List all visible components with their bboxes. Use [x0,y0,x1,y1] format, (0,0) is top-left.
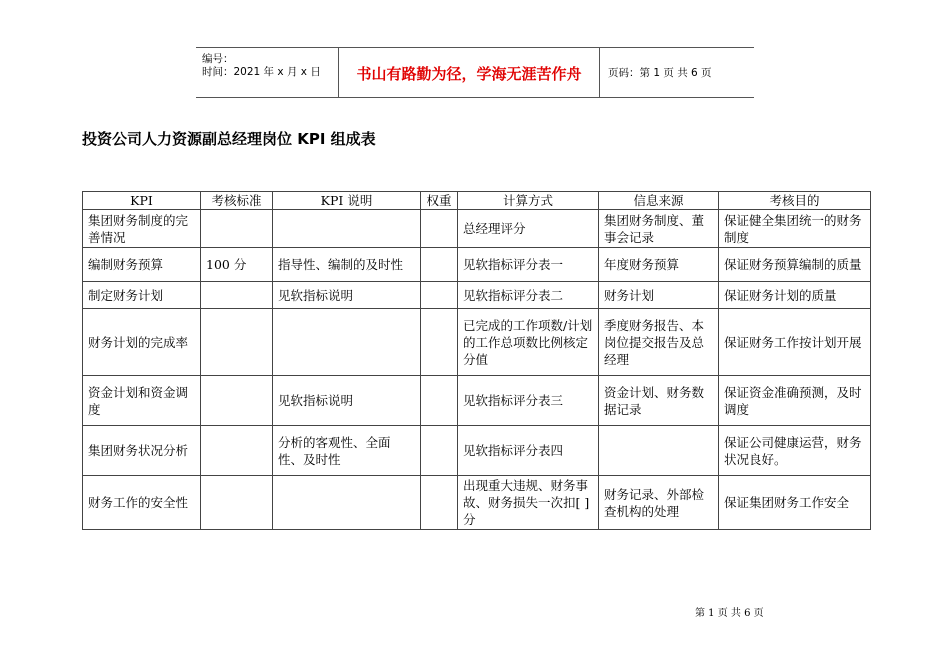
number-label: 编号： [202,53,234,65]
table-cell: 资金计划、财务数据记录 [599,376,719,426]
table-cell: 季度财务报告、本岗位提交报告及总经理 [599,309,719,376]
table-cell: 资金计划和资金调度 [83,376,201,426]
table-cell [421,476,458,530]
table-cell: 保证集团财务工作安全 [719,476,871,530]
table-row [83,476,871,530]
table-cell: 制定财务计划 [83,282,201,309]
table-cell: 集团财务制度的完善情况 [83,210,201,248]
table-cell [201,309,273,376]
table-cell: 见软指标评分表二 [458,282,599,309]
table-cell: 分析的客观性、全面性、及时性 [273,426,421,476]
table-cell: 编制财务预算 [83,248,201,282]
table-cell [421,426,458,476]
table-cell: 见软指标评分表一 [458,248,599,282]
table-cell: 保证财务预算编制的质量 [719,248,871,282]
table-row [83,376,871,426]
table-cell [599,426,719,476]
table-cell: 财务工作的安全性 [83,476,201,530]
column-header: 考核标准 [201,192,273,210]
table-cell: 财务计划 [599,282,719,309]
table-cell [421,248,458,282]
header-left-cell [196,48,338,97]
table-cell [273,476,421,530]
table-cell: 出现重大违规、财务事故、财务损失一次扣[ ]分 [458,476,599,530]
table-row [83,210,871,248]
table-cell: 保证公司健康运营，财务状况良好。 [719,426,871,476]
time-label: 时间：2021 年 x 月 x 日 [202,66,321,78]
table-cell: 年度财务预算 [599,248,719,282]
table-cell: 100 分 [201,248,273,282]
table-cell [201,476,273,530]
table-row [83,282,871,309]
page-label: 页码：第 1 页 共 6 页 [608,67,712,79]
table-cell: 保证资金准确预测，及时调度 [719,376,871,426]
table-cell: 保证财务工作按计划开展 [719,309,871,376]
table-row [83,426,871,476]
table-cell: 财务记录、外部检查机构的处理 [599,476,719,530]
column-header: 计算方式 [458,192,599,210]
table-cell [201,376,273,426]
motto-text: 书山有路勤为径，学海无涯苦作舟 [356,65,582,83]
table-cell: 财务计划的完成率 [83,309,201,376]
table-row [83,309,871,376]
table-cell: 总经理评分 [458,210,599,248]
table-cell [421,282,458,309]
table-cell: 见软指标说明 [273,376,421,426]
table-cell [421,376,458,426]
column-header: KPI [83,192,201,210]
table-body [83,210,871,530]
header-page-cell [600,48,754,97]
header-motto-cell [338,48,600,97]
page-footer: 第 1 页 共 6 页 [695,608,764,619]
column-header: 信息来源 [599,192,719,210]
table-cell: 已完成的工作项数/计划的工作总项数比例核定分值 [458,309,599,376]
table-cell [273,210,421,248]
table-cell [201,210,273,248]
column-header: 权重 [421,192,458,210]
document-header [196,47,754,98]
column-header: KPI 说明 [273,192,421,210]
table-cell: 保证财务计划的质量 [719,282,871,309]
page-title: 投资公司人力资源副总经理岗位 KPI 组成表 [82,130,376,148]
table-cell: 见软指标评分表三 [458,376,599,426]
table-cell [201,282,273,309]
table-cell: 集团财务制度、董事会记录 [599,210,719,248]
table-header-row [83,192,871,210]
column-header: 考核目的 [719,192,871,210]
table-cell: 见软指标说明 [273,282,421,309]
table-cell [421,309,458,376]
table-row [83,248,871,282]
table-cell: 指导性、编制的及时性 [273,248,421,282]
table-cell: 保证健全集团统一的财务制度 [719,210,871,248]
table-cell [201,426,273,476]
table-cell: 见软指标评分表四 [458,426,599,476]
kpi-table [82,191,871,530]
table-cell [421,210,458,248]
table-cell: 集团财务状况分析 [83,426,201,476]
table-cell [273,309,421,376]
